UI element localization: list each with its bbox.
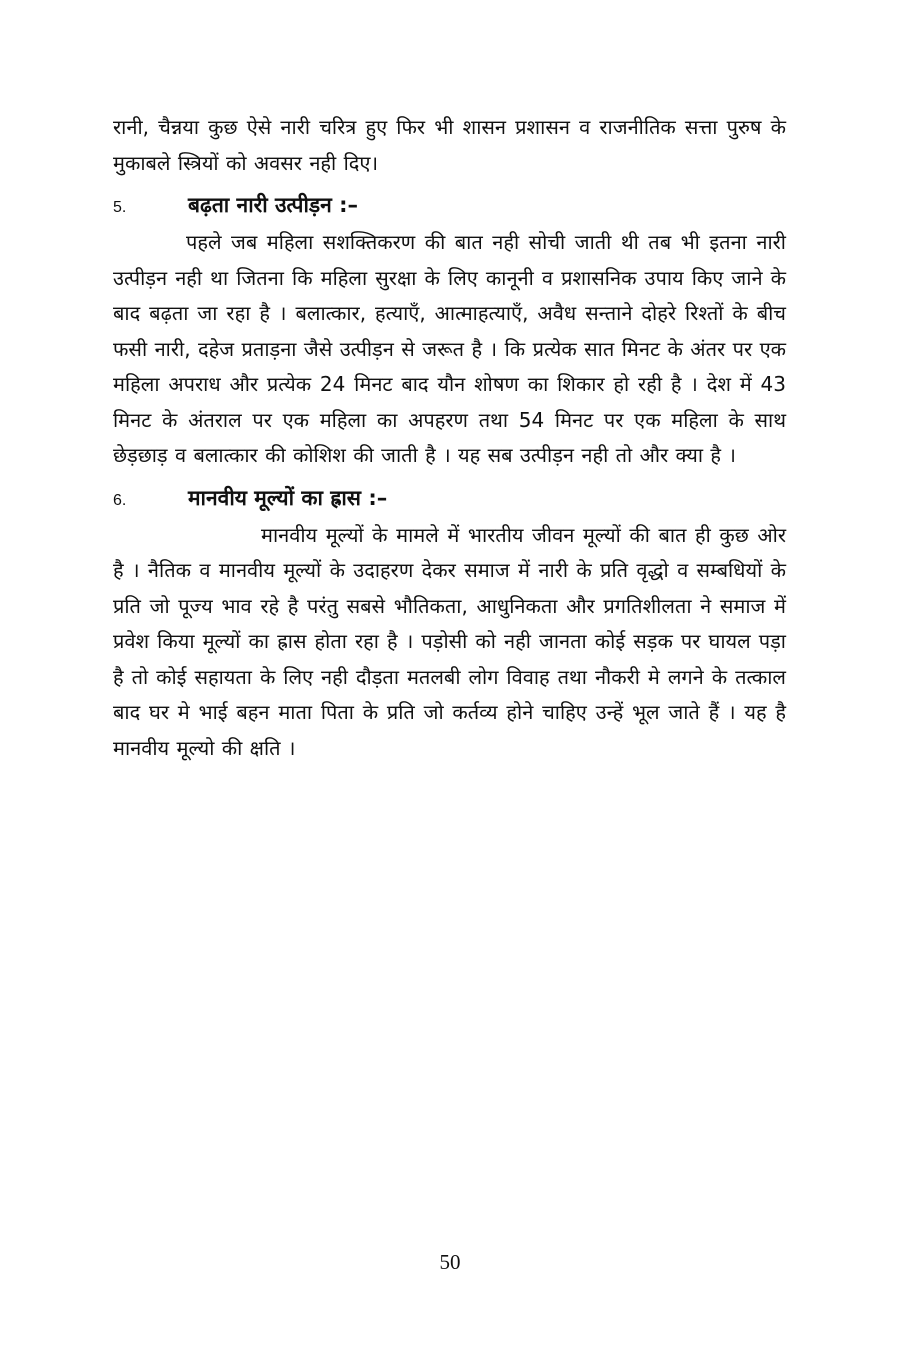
section-6-title: मानवीय मूल्यों का ह्रास :– bbox=[188, 485, 388, 510]
section-6-body: मानवीय मूल्यों के मामले में भारतीय जीवन मूल्यों की बात ही कुछ ओर है । नैतिक व मानवीय मूल्यों के उदाहरण देकर समाज में नारी के प्रति वृद्धो व सम्बधियों के प्रति जो पूज्य भाव रहे है परंतु सबसे भौतिकता, आधुनिकता और प्रगतिशीलता ने समाज में प्रवेश किया मूल्यों का ह्रास होता रहा है । पड़ोसी को नही जानता कोई सड़क पर घायल पड़ा है तो कोई सहायता के लिए नही दौड़ता मतलबी लोग विवाह तथा नौकरी मे लगने के तत्काल बाद घर मे भाई बहन माता पिता के प्रति जो कर्तव्य होने चाहिए उन्हें भूल जाते हैं । यह है मानवीय मूल्यो की क्षति । bbox=[113, 522, 786, 760]
page-number: 50 bbox=[439, 1250, 461, 1274]
intro-paragraph: रानी, चैन्नया कुछ ऐसे नारी चरित्र हुए फिर भी शासन प्रशासन व राजनीतिक सत्ता पुरुष के मुकाबले स्त्रियों को अवसर नही दिए। bbox=[113, 115, 786, 175]
section-5-heading bbox=[113, 191, 786, 219]
page-content bbox=[113, 110, 786, 766]
section-6-number: 6. bbox=[113, 491, 127, 509]
section-5-body: पहले जब महिला सशक्तिकरण की बात नही सोची जाती थी तब भी इतना नारी उत्पीड़न नही था जितना कि महिला सुरक्षा के लिए कानूनी व प्रशासनिक उपाय किए जाने के बाद बढ़ता जा रहा है । बलात्कार, हत्याएँ, आत्माहत्याएँ, अवैध सन्ताने दोहरे रिश्तों के बीच फसी नारी, दहेज प्रताड़ना जैसे उत्पीड़न से जरूत है । कि प्रत्येक सात मिनट के अंतर पर एक महिला अपराध और प्रत्येक 24 मिनट बाद यौन शोषण का शिकार हो रही है । देश में 43 मिनट के अंतराल पर एक महिला का अपहरण तथा 54 मिनट पर एक महिला के साथ छेड़छाड़ व बलात्कार की कोशिश की जाती है । यह सब उत्पीड़न नही तो और क्या है । bbox=[113, 230, 787, 467]
section-6-heading bbox=[113, 484, 786, 512]
section-5-number: 5. bbox=[113, 199, 127, 216]
section-5-title: बढ़ता नारी उत्पीड़न :– bbox=[188, 193, 358, 217]
